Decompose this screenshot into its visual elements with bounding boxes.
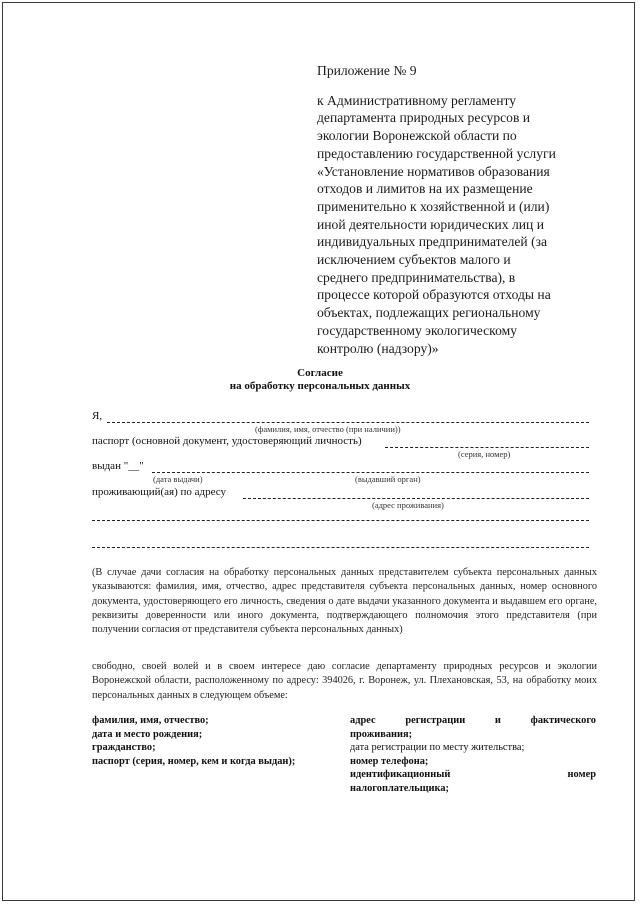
consent-text: свободно, своей волей и в своем интересе даю согласие департаменту природных ресурсов и экологии Воронежской области, расположенному по адресу: 394026, г. Воронеж, ул. Плехановская, 53, на обработку моих персональных данных в следующем объеме:	[92, 661, 597, 701]
list-item-reg-date: дата регистрации по месту жительства;	[350, 742, 525, 754]
appendix-line: отходов и лимитов на их размещение	[317, 181, 533, 197]
appendix-line: исключением субъектов малого и	[317, 252, 511, 268]
list-word: фактического	[530, 715, 596, 726]
list-item: гражданство;	[92, 742, 156, 754]
list-item-inn	[350, 768, 596, 782]
list-item-inn-cont: налогоплательщика;	[350, 782, 449, 794]
issued-field[interactable]	[152, 472, 589, 473]
list-item-address-cont: проживания;	[350, 728, 413, 740]
appendix-line: к Административному регламенту	[317, 92, 517, 108]
scope-left-list	[92, 714, 342, 768]
residence-field[interactable]	[243, 498, 589, 499]
residence-label: проживающий(ая) по адресу	[92, 486, 227, 498]
appendix-line: объектах, подлежащих региональному	[317, 305, 541, 321]
appendix-line: государственному экологическому	[317, 322, 518, 338]
appendix-line: «Установление нормативов образования	[317, 163, 550, 179]
appendix-line: экологии Воронежской области по	[317, 128, 517, 144]
fio-hint: (фамилия, имя, отчество (при наличии))	[255, 424, 401, 434]
appendix-number: Приложение № 9	[317, 63, 417, 78]
list-item-address	[350, 714, 596, 728]
list-word: номер	[567, 769, 596, 781]
list-item-phone: номер телефона;	[350, 755, 429, 767]
representative-note: (В случае дачи согласия на обработку персональных данных представителем субъекта персональных данных указываются: фамилия, имя, отчество, адрес представителя субъекта персональных данных, номер основного документа, удостоверяющего его личность, сведения о дате выдачи указанного документа и выдавшем его органе, реквизиты доверенности или иного документа, подтверждающего полномочия этого представителя (при получении согласия от представителя субъекта персональных данных)	[92, 567, 597, 636]
appendix-text	[317, 92, 607, 358]
appendix-line: контролю (надзору)»	[317, 340, 439, 356]
blank-line-1[interactable]	[92, 520, 589, 521]
passport-field[interactable]	[385, 447, 589, 448]
series-hint: (серия, номер)	[458, 449, 511, 459]
list-item: паспорт (серия, номер, кем и когда выдан);	[92, 755, 296, 767]
appendix-line: среднего предпринимательства), в	[317, 269, 516, 285]
blank-line-2[interactable]	[92, 547, 589, 548]
passport-label: паспорт (основной документ, удостоверяющий личность)	[92, 435, 362, 447]
list-word: и	[494, 715, 501, 726]
appendix-line: иной деятельности юридических лиц и	[317, 216, 544, 232]
list-word: адрес	[350, 715, 376, 726]
list-word: регистрации	[405, 715, 466, 726]
i-label: Я,	[92, 410, 103, 422]
list-item: фамилия, имя, отчество;	[92, 715, 209, 726]
address-hint: (адрес проживания)	[372, 500, 444, 510]
appendix-line: применительно к хозяйственной и (или)	[317, 198, 550, 214]
issued-label: выдан "__"	[92, 460, 144, 472]
list-item: дата и место рождения;	[92, 728, 203, 740]
appendix-line: департамента природных ресурсов и	[317, 110, 531, 126]
list-word: идентификационный	[350, 769, 451, 781]
consent-subtitle: на обработку персональных данных	[229, 380, 411, 392]
consent-title: Согласие	[297, 367, 343, 379]
date-hint: (дата выдачи)	[153, 474, 203, 484]
appendix-line: процессе которой образуются отходы на	[317, 287, 551, 303]
fio-field[interactable]	[107, 422, 589, 423]
appendix-line: предоставлению государственной услуги	[317, 145, 556, 161]
scope-right-list	[350, 714, 596, 796]
organ-hint: (выдавший орган)	[355, 474, 421, 484]
appendix-line: индивидуальных предпринимателей (за	[317, 234, 548, 250]
appendix-block	[317, 62, 607, 357]
